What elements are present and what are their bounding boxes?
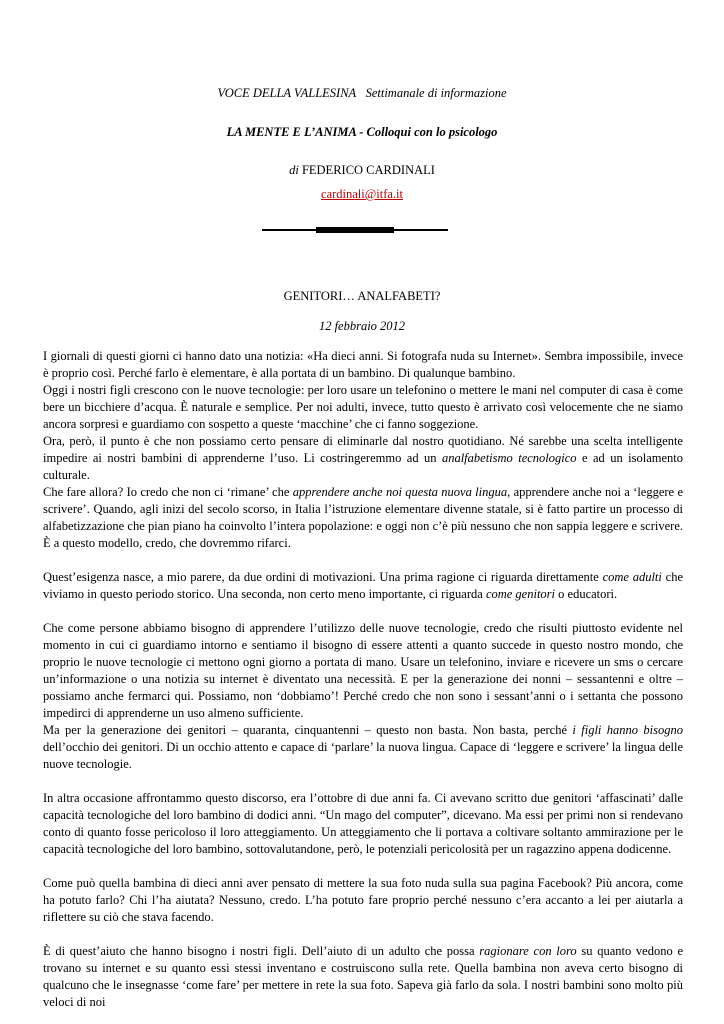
paragraph: I giornali di questi giorni ci hanno dato una notizia: «Ha dieci anni. Si fotografa nuda su Internet». Sembra impossibile, invece è proprio così. Perché farlo è elementare, è alla portata di un bambino. Di qualunque bambino. (43, 349, 683, 380)
byline (0, 162, 724, 179)
email-line (0, 186, 724, 203)
article-date: 12 febbraio 2012 (318, 319, 406, 333)
paragraph: Quest’esigenza nasce, a mio parere, da due ordini di motivazioni. Una prima ragione ci riguarda direttamente come adulti che viviamo in questo periodo storico. Una seconda, non certo meno importante, ci riguarda come genitori o educatori. (43, 570, 683, 601)
article-title: GENITORI… ANALFABETI? (283, 289, 441, 303)
paragraph: Oggi i nostri figli crescono con le nuove tecnologie: per loro usare un telefonino o mettere le mani nel computer di casa è come bere un bicchiere d’acqua. È naturale e semplice. Per noi adulti, invece, tutto questo è arrivato così velocemente che ne siamo ancora sorpresi e guardiamo con sospetto a queste ‘macchine’ che ci fanno soggezione. (43, 383, 683, 431)
author-name: FEDERICO CARDINALI (301, 163, 435, 177)
byline-prefix: di (289, 163, 299, 177)
publication-line (0, 85, 724, 102)
paragraph: In altra occasione affrontammo questo discorso, era l’ottobre di due anni fa. Ci avevano scritto due genitori ‘affascinati’ dalle capacità tecnologiche del loro bambino di dodici anni. “Un mago del computer”, dicevano. Ma essi per primi non si rendevano conto di quanto fosse pericoloso il loro atteggiamento. Un atteggiamento che li portava a coltivare soltanto ammirazione per le capacità tecnologiche del loro bambino, sottovalutandone, però, le potenziali pericolosità per un ragazzino appena dodicenne. (43, 791, 683, 856)
email-link[interactable]: cardinali@itfa.it (321, 187, 403, 201)
paragraph: Ora, però, il punto è che non possiamo certo pensare di eliminarle dal nostro quotidiano. Né sarebbe una scelta intelligente impedire ai nostri bambini di apprenderne l’uso. Li costringeremmo ad un analfabetismo tecnologico e ad un isolamento culturale. (43, 434, 683, 482)
paragraph: Che come persone abbiamo bisogno di apprendere l’utilizzo delle nuove tecnologie, credo che risulti piuttosto evidente nel momento in cui ci guardiamo intorno e sentiamo il bisogno di essere attenti a quanto succede in questo nostro mondo, che proprio le nuove tecnologie ci mettono ogni giorno a portata di mano. Usare un telefonino, inviare e ricevere un sms o cercare un’informazione o una notizia su internet è diventato una necessità. E per la generazione dei nonni – sessantenni e oltre – possiamo anche fermarci qui. Possiamo, non ‘dobbiamo’! Perché credo che non sono i sessant’anni o i settanta che possono impedirci di apprenderne un uso almeno sufficiente. (43, 621, 683, 720)
column-title: LA MENTE E L’ANIMA - Colloqui con lo psicologo (226, 125, 498, 139)
paragraph: Che fare allora? Io credo che non ci ‘rimane’ che apprendere anche noi questa nuova lingua, apprendere anche noi a ‘leggere e scrivere’. Quando, agli inizi del secolo scorso, in Italia l’istruzione elementare divenne statale, si è fatto partire un processo di alfabetizzazione che pian piano ha coinvolto l’intera popolazione: e oggi non c’è più nessuno che non sappia leggere e scrivere. È a questo modello, credo, che dovremmo rifarci. (43, 485, 683, 550)
paragraph: È di quest’aiuto che hanno bisogno i nostri figli. Dell’aiuto di un adulto che possa ragionare con loro su quanto vedono e trovano su internet e su quanto essi stessi inventano e costruiscono sulla rete. Quella bambina non aveva certo bisogno di qualcuno che le insegnasse ‘come fare’ per mettere in rete la sua foto. Sapeva già farlo da sola. I nostri bambini sono molto più veloci di noi (43, 944, 683, 1009)
paragraph: Ma per la generazione dei genitori – quaranta, cinquantenni – questo non basta. Non basta, perché i figli hanno bisogno dell’occhio dei genitori. Di un occhio attento e capace di ‘parlare’ la nuova lingua. Capace di ‘leggere e scrivere’ la lingua delle nuove tecnologie. (43, 723, 683, 771)
paragraph: Come può quella bambina di dieci anni aver pensato di mettere la sua foto nuda sulla sua pagina Facebook? Più ancora, come ha potuto farlo? Chi l’ha aiutata? Nessuno, credo. L’ha potuto fare proprio perché nessuno c’era accanto a lei per aiutarla a riflettere su ciò che stava facendo. (43, 876, 683, 924)
publication-name: VOCE DELLA VALLESINA (217, 86, 357, 100)
divider (262, 227, 448, 233)
publication-subtitle: Settimanale di informazione (365, 86, 507, 100)
article-body (43, 348, 683, 1011)
